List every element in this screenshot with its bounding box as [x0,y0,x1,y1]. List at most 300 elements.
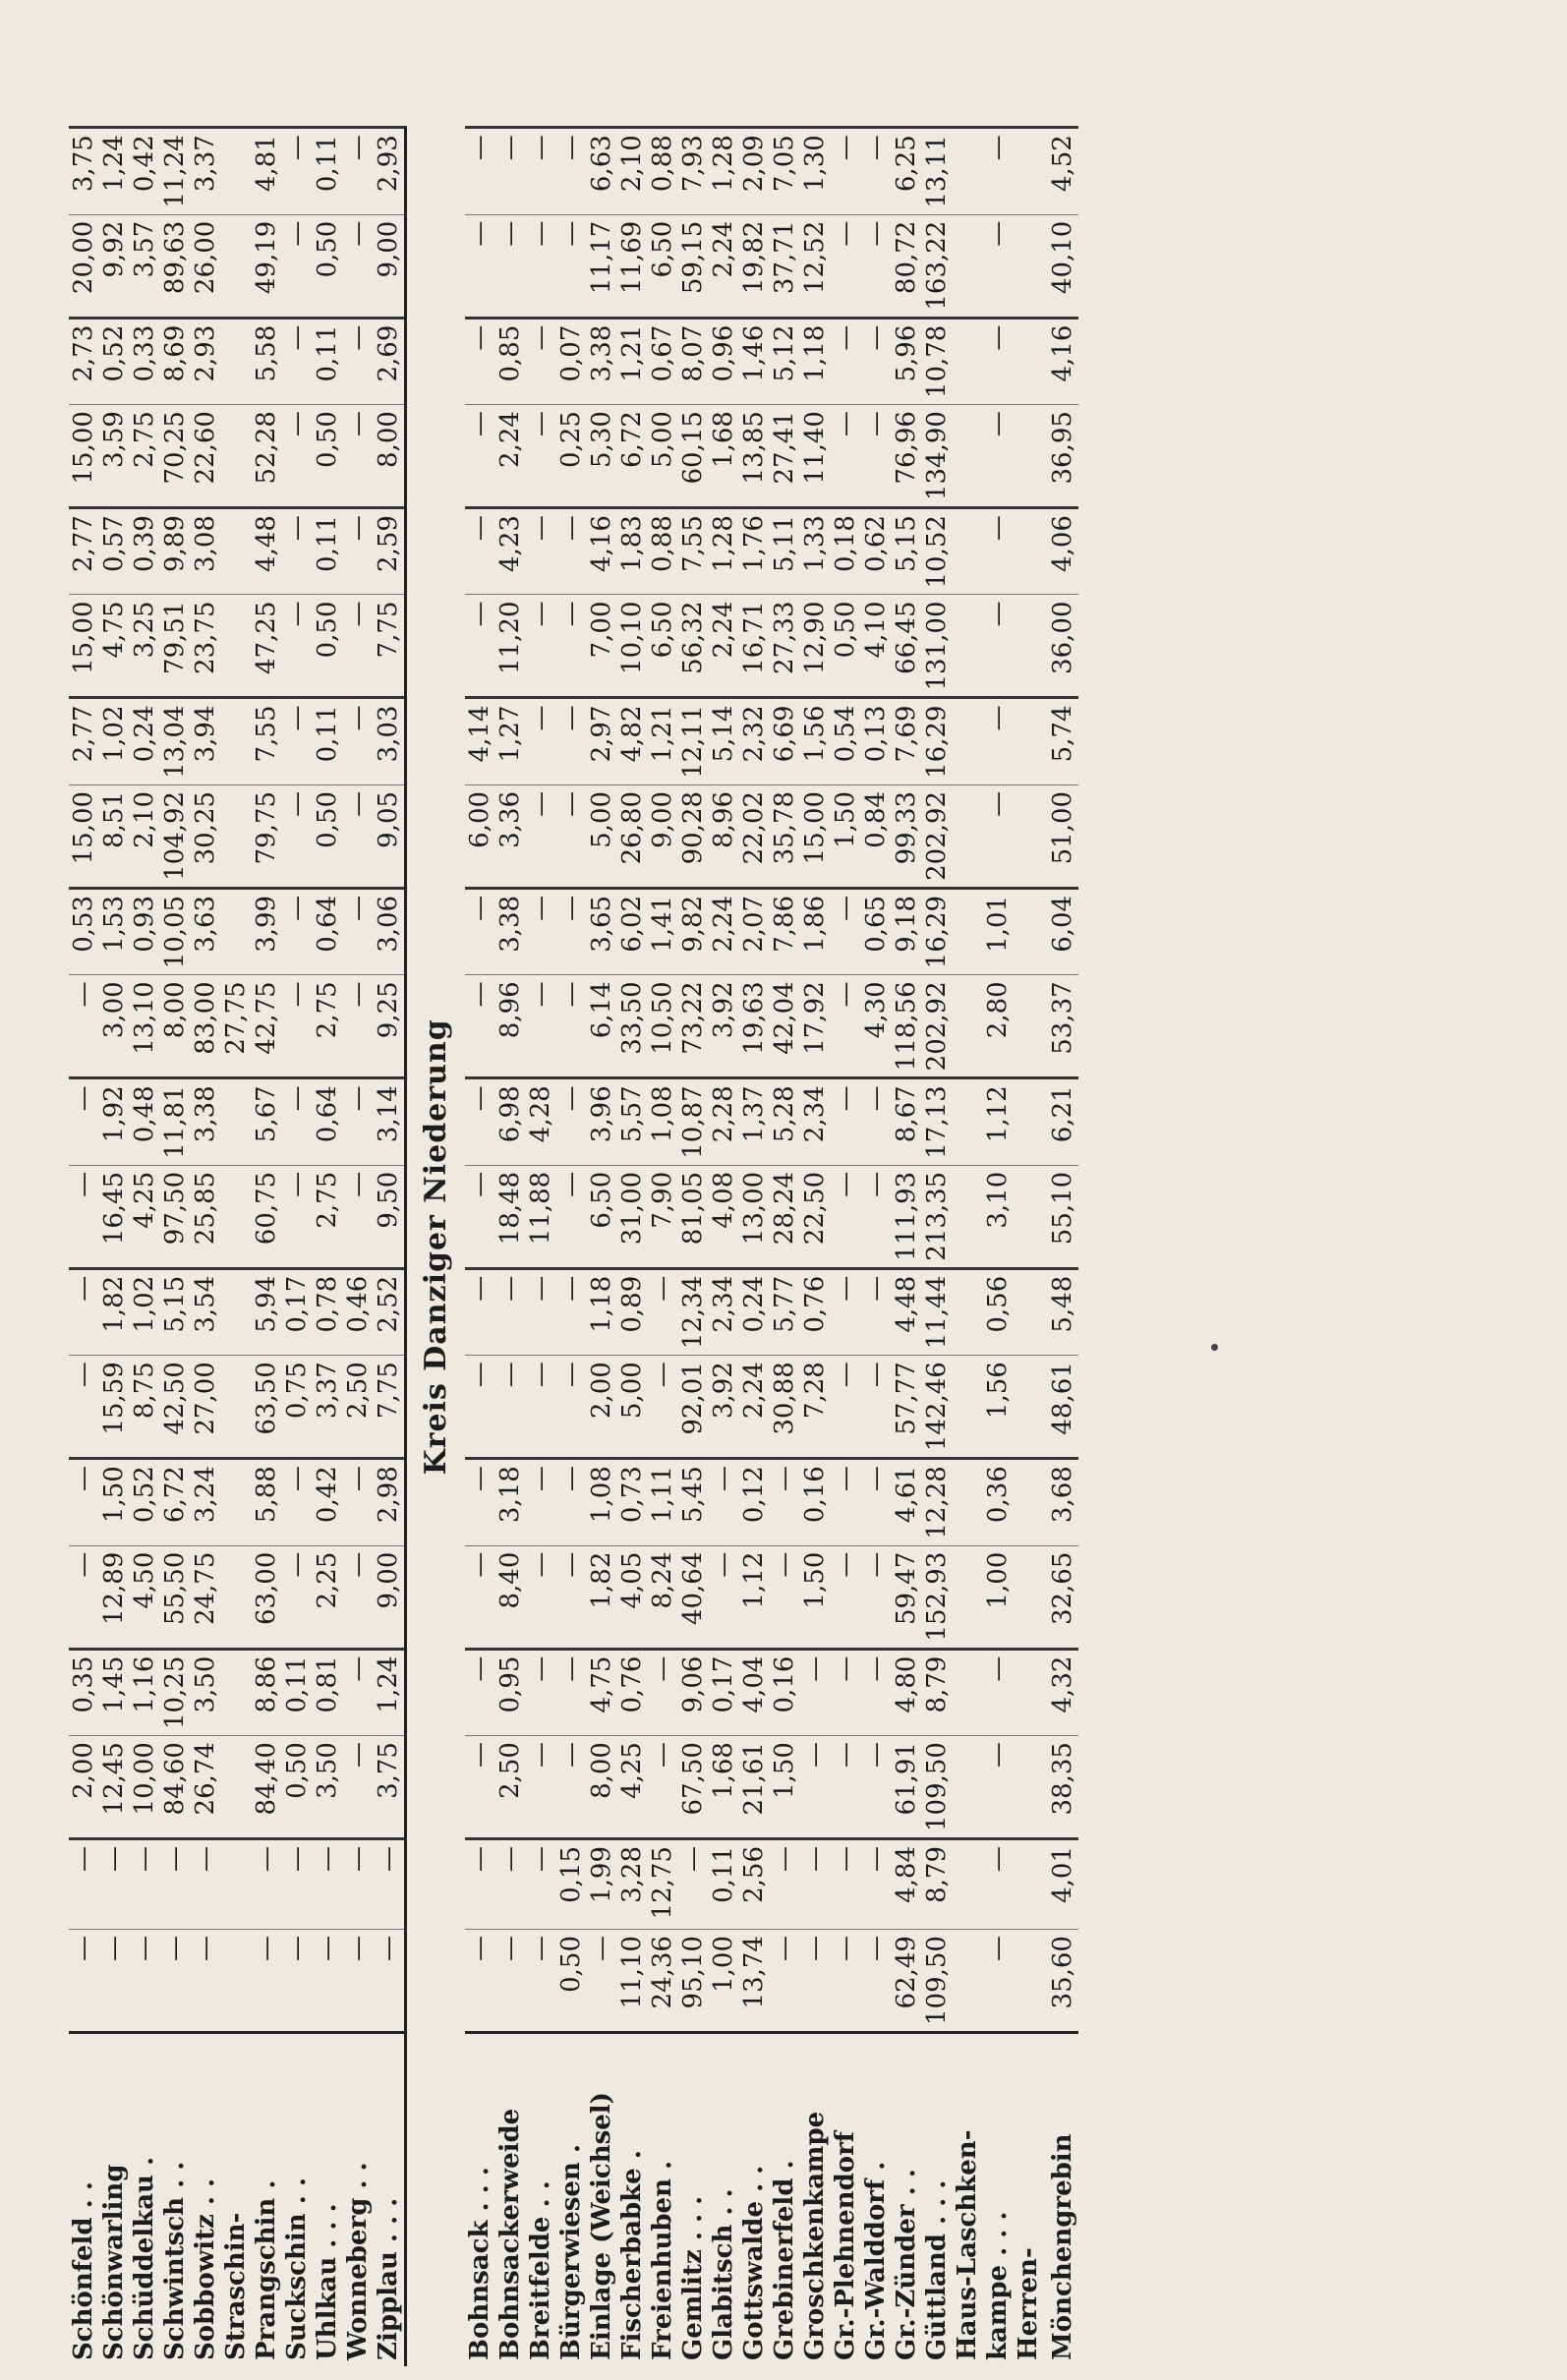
value-cell: 3,59 [99,405,130,508]
value-cell: — [861,1078,892,1165]
value-cell: — [374,1930,406,2033]
value-cell: — [69,1356,99,1459]
value-cell: — [282,1078,313,1165]
value-cell: 1,21 [648,698,678,784]
value-cell: 0,24 [130,698,160,784]
value-cell: 5,96 [892,318,922,404]
place-name: Straschin- [221,2033,252,2367]
value-cell: — [648,1736,678,1839]
value-cell: 80,72 [892,214,922,318]
value-cell: 1,16 [130,1649,160,1735]
value-cell: 5,11 [770,508,800,595]
table-row [69,128,99,2366]
value-cell: — [465,214,495,318]
table-row [526,128,556,2366]
value-cell: — [465,595,495,698]
place-name: Mönchengrebin [1044,2033,1078,2367]
value-cell: 6,21 [1044,1078,1078,1165]
value-cell: 3,50 [191,1649,221,1735]
value-cell: 8,79 [922,1649,953,1735]
value-cell: — [556,214,587,318]
value-cell: 3,00 [99,975,130,1078]
value-cell: — [861,1459,892,1545]
value-cell: — [831,1078,861,1165]
value-cell: — [556,1545,587,1649]
value-cell: 59,47 [892,1545,922,1649]
value-cell: — [831,1268,861,1355]
value-cell: 8,00 [587,1736,617,1839]
value-cell: — [191,1930,221,2033]
value-cell: 76,96 [892,405,922,508]
value-cell: 0,67 [648,318,678,404]
value-cell: 5,48 [1044,1268,1078,1355]
value-cell: 4,48 [892,1268,922,1355]
value-cell [221,214,252,318]
table-row [374,128,406,2366]
value-cell: 0,17 [282,1268,313,1355]
print-speck [1211,1344,1218,1351]
value-cell: 21,61 [739,1736,770,1839]
value-cell: 36,95 [1044,405,1078,508]
value-cell: 13,04 [160,698,191,784]
value-cell: 2,56 [739,1839,770,1930]
value-cell: 5,57 [617,1078,648,1165]
value-cell: — [343,1078,374,1165]
value-cell: — [983,1736,1014,1839]
value-cell: 2,34 [800,1078,831,1165]
value-cell: 5,15 [892,508,922,595]
value-cell: 12,34 [678,1268,709,1355]
place-name: kampe . . . [983,2033,1014,2367]
value-cell: 2,75 [313,1165,343,1268]
value-cell: 0,76 [800,1268,831,1355]
value-cell: 2,69 [374,318,406,404]
value-cell: 2,75 [313,975,343,1078]
value-cell: — [343,508,374,595]
value-cell: 33,50 [617,975,648,1078]
value-cell: 1,99 [587,1839,617,1930]
table-row [861,128,892,2366]
value-cell: — [861,128,892,214]
value-cell: 26,00 [191,214,221,318]
value-cell: 95,10 [678,1930,709,2033]
value-cell: — [343,888,374,974]
value-cell [953,1930,983,2033]
value-cell: — [556,1736,587,1839]
value-cell: 16,29 [922,888,953,974]
value-cell: — [831,1459,861,1545]
value-cell: 2,28 [709,1078,739,1165]
value-cell: 0,42 [313,1459,343,1545]
value-cell: — [282,1839,313,1930]
value-cell: 0,96 [709,318,739,404]
value-cell: — [556,1165,587,1268]
value-cell: 24,75 [191,1545,221,1649]
value-cell: 4,75 [99,595,130,698]
value-cell [953,1165,983,1268]
value-cell: — [526,784,556,888]
value-cell: 99,33 [892,784,922,888]
place-name: Prangschin . [252,2033,282,2367]
value-cell: 0,11 [313,508,343,595]
value-cell: 13,74 [739,1930,770,2033]
value-cell: — [526,1930,556,2033]
value-cell: 1,11 [648,1459,678,1545]
value-cell: 0,11 [313,698,343,784]
value-cell: — [69,1839,99,1930]
value-cell: — [831,975,861,1078]
value-cell: — [648,1268,678,1355]
value-cell: — [526,1268,556,1355]
value-cell: — [556,1078,587,1165]
value-cell: — [526,1356,556,1459]
value-cell: 2,34 [709,1268,739,1355]
value-cell: 3,25 [130,595,160,698]
value-cell: 142,46 [922,1356,953,1459]
value-cell: 2,24 [709,595,739,698]
value-cell: 51,00 [1044,784,1078,888]
value-cell: — [709,1545,739,1649]
table-row [252,128,282,2366]
value-cell: 0,13 [861,698,892,784]
value-cell: 0,62 [861,508,892,595]
value-cell: 5,58 [252,318,282,404]
value-cell: — [556,975,587,1078]
value-cell: 38,35 [1044,1736,1078,1839]
place-name: Sobbowitz . . [191,2033,221,2367]
value-cell: 2,24 [739,1356,770,1459]
value-cell: 3,37 [313,1356,343,1459]
value-cell: 0,93 [130,888,160,974]
value-cell [221,1649,252,1735]
value-cell: — [343,1839,374,1930]
value-cell: — [343,405,374,508]
value-cell: 1,83 [617,508,648,595]
value-cell: 4,14 [465,698,495,784]
value-cell: 5,45 [678,1459,709,1545]
value-cell: — [69,1459,99,1545]
value-cell: 4,25 [617,1736,648,1839]
value-cell: — [374,1839,406,1930]
value-cell: 62,49 [892,1930,922,2033]
value-cell: — [465,975,495,1078]
value-cell: 0,84 [861,784,892,888]
value-cell: 1,00 [709,1930,739,2033]
value-cell: 12,75 [648,1839,678,1930]
value-cell: 0,18 [831,508,861,595]
value-cell: 1,56 [800,698,831,784]
value-cell: — [343,1545,374,1649]
value-cell: 3,08 [191,508,221,595]
value-cell: 8,79 [922,1839,953,1930]
value-cell: 60,15 [678,405,709,508]
value-cell [1014,784,1044,888]
value-cell: 12,90 [800,595,831,698]
value-cell: 37,71 [770,214,800,318]
place-name: Bohnsackerweide [495,2033,526,2367]
table-row [678,128,709,2366]
value-cell: 3,38 [191,1078,221,1165]
value-cell: 11,20 [495,595,526,698]
value-cell: 4,08 [709,1165,739,1268]
value-cell: 2,07 [739,888,770,974]
value-cell [221,1736,252,1839]
value-cell: 3,06 [374,888,406,974]
value-cell: 3,54 [191,1268,221,1355]
value-cell: — [556,888,587,974]
place-name: Gemlitz . . . [678,2033,709,2367]
value-cell: — [282,1165,313,1268]
value-cell: 1,53 [99,888,130,974]
value-cell: 0,95 [495,1649,526,1735]
value-cell [221,1545,252,1649]
value-cell: 11,69 [617,214,648,318]
table-row [983,128,1014,2366]
value-cell: 0,50 [313,595,343,698]
value-cell: 5,00 [617,1356,648,1459]
value-cell: — [861,1649,892,1735]
value-cell: — [465,1930,495,2033]
value-cell: — [800,1930,831,2033]
value-cell: — [191,1839,221,1930]
value-cell: 40,10 [1044,214,1078,318]
value-cell: 2,24 [709,888,739,974]
value-cell: 56,32 [678,595,709,698]
value-cell: 12,11 [678,698,709,784]
value-cell: — [343,698,374,784]
value-cell: 13,10 [130,975,160,1078]
value-cell [1014,1165,1044,1268]
value-cell: 90,28 [678,784,709,888]
value-cell: 7,00 [587,595,617,698]
value-cell: 60,75 [252,1165,282,1268]
value-cell: 5,00 [587,784,617,888]
value-cell: 15,59 [99,1356,130,1459]
value-cell [953,508,983,595]
value-cell [953,128,983,214]
value-cell: 131,00 [922,595,953,698]
value-cell: 22,60 [191,405,221,508]
value-cell: 15,00 [69,784,99,888]
value-cell: 0,11 [313,318,343,404]
table-body [69,128,1078,2366]
value-cell: 2,09 [739,128,770,214]
place-name: Einlage (Weichsel) [587,2033,617,2367]
value-cell: — [495,1356,526,1459]
value-cell: — [831,128,861,214]
value-cell: — [69,975,99,1078]
value-cell [221,1356,252,1459]
table-row [191,128,221,2366]
value-cell: 3,92 [709,975,739,1078]
value-cell: 4,16 [1044,318,1078,404]
value-cell: 28,24 [770,1165,800,1268]
value-cell: 13,00 [739,1165,770,1268]
value-cell: 31,00 [617,1165,648,1268]
value-cell: 1,24 [374,1649,406,1735]
table-row [465,128,495,2366]
value-cell: 2,24 [709,214,739,318]
value-cell: 5,15 [160,1268,191,1355]
value-cell: 1,02 [130,1268,160,1355]
value-cell: — [556,1268,587,1355]
place-name: Freienhuben . [648,2033,678,2367]
value-cell: 79,75 [252,784,282,888]
place-name: Wonneberg . . [343,2033,374,2367]
value-cell: — [69,1165,99,1268]
table-row [343,128,374,2366]
value-cell: 3,96 [587,1078,617,1165]
place-name: Fischerbabke . [617,2033,648,2367]
value-cell: — [556,595,587,698]
value-cell: 4,32 [1044,1649,1078,1735]
value-cell: — [800,1839,831,1930]
value-cell [221,508,252,595]
table-row [1014,128,1044,2366]
value-cell: 3,38 [495,888,526,974]
value-cell: 7,05 [770,128,800,214]
value-cell: — [526,1545,556,1649]
value-cell: 2,32 [739,698,770,784]
value-cell: — [160,1839,191,1930]
section-title: Kreis Danziger Niederung [419,1018,453,1476]
value-cell: 6,25 [892,128,922,214]
table-row [282,128,313,2366]
value-cell: 1,00 [983,1545,1014,1649]
value-cell: 11,10 [617,1930,648,2033]
value-cell: 61,91 [892,1736,922,1839]
value-cell: 15,00 [800,784,831,888]
value-cell: 6,50 [587,1165,617,1268]
value-cell: — [526,595,556,698]
value-cell: 16,71 [739,595,770,698]
value-cell [1014,1545,1044,1649]
value-cell: 9,00 [374,214,406,318]
value-cell: — [556,698,587,784]
value-cell: 23,75 [191,595,221,698]
value-cell: 3,36 [495,784,526,888]
value-cell: 8,96 [495,975,526,1078]
value-cell: — [465,888,495,974]
value-cell: 6,98 [495,1078,526,1165]
value-cell: — [800,1736,831,1839]
value-cell: 11,17 [587,214,617,318]
value-cell: 2,00 [69,1736,99,1839]
table-row [587,128,617,2366]
value-cell: 8,07 [678,318,709,404]
value-cell [1014,1078,1044,1165]
value-cell: 0,48 [130,1078,160,1165]
value-cell: 2,59 [374,508,406,595]
value-cell: — [282,405,313,508]
value-cell: — [861,1839,892,1930]
value-cell: 1,30 [800,128,831,214]
value-cell: 7,28 [800,1356,831,1459]
value-cell: 1,28 [709,508,739,595]
value-cell: 3,92 [709,1356,739,1459]
value-cell: — [465,1268,495,1355]
value-cell: — [313,1930,343,2033]
value-cell: 5,77 [770,1268,800,1355]
value-cell: — [343,975,374,1078]
value-cell: — [709,1459,739,1545]
value-cell [953,698,983,784]
table-row [922,128,953,2366]
value-cell: — [495,128,526,214]
value-cell: 0,11 [282,1649,313,1735]
value-cell: — [465,318,495,404]
value-cell: 26,80 [617,784,648,888]
value-cell: 3,18 [495,1459,526,1545]
value-cell: 11,44 [922,1268,953,1355]
value-cell: — [130,1930,160,2033]
value-cell: 63,00 [252,1545,282,1649]
value-cell [953,1545,983,1649]
value-cell: — [69,1078,99,1165]
value-cell: 7,69 [892,698,922,784]
value-cell: 2,77 [69,698,99,784]
value-cell [1014,888,1044,974]
table-row [495,128,526,2366]
value-cell: — [343,1165,374,1268]
value-cell: 1,02 [99,698,130,784]
value-cell: 0,52 [99,318,130,404]
value-cell [1014,1268,1044,1355]
value-cell: — [465,405,495,508]
value-cell: 11,88 [526,1165,556,1268]
value-cell: 2,10 [617,128,648,214]
value-cell [953,1268,983,1355]
value-cell: — [831,1930,861,2033]
section-heading-row [406,128,466,2366]
value-cell: 6,72 [160,1459,191,1545]
value-cell: 1,50 [831,784,861,888]
value-cell: 4,05 [617,1545,648,1649]
value-cell: 52,28 [252,405,282,508]
value-cell: — [526,214,556,318]
value-cell: — [282,128,313,214]
value-cell: 36,00 [1044,595,1078,698]
value-cell: 10,25 [160,1649,191,1735]
value-cell: 1,82 [99,1268,130,1355]
place-name: Grebinerfeld . [770,2033,800,2367]
value-cell: — [282,214,313,318]
value-cell: 5,74 [1044,698,1078,784]
table-row [1044,128,1078,2366]
value-cell: — [526,975,556,1078]
value-cell: 8,96 [709,784,739,888]
value-cell [221,318,252,404]
value-cell: — [831,1649,861,1735]
value-cell [221,1930,252,2033]
value-cell [953,214,983,318]
value-cell: — [495,1268,526,1355]
value-cell: 6,63 [587,128,617,214]
value-cell [953,595,983,698]
value-cell: 0,24 [739,1268,770,1355]
value-cell: 0,36 [983,1459,1014,1545]
value-cell: — [861,1545,892,1649]
value-cell: 0,33 [130,318,160,404]
value-cell: 1,12 [739,1545,770,1649]
value-cell [1014,1459,1044,1545]
value-cell [953,784,983,888]
value-cell: 4,84 [892,1839,922,1930]
value-cell: 63,50 [252,1356,282,1459]
value-cell: 42,50 [160,1356,191,1459]
value-cell: — [983,128,1014,214]
place-name: Gr.-Plehnendorf [831,2033,861,2367]
